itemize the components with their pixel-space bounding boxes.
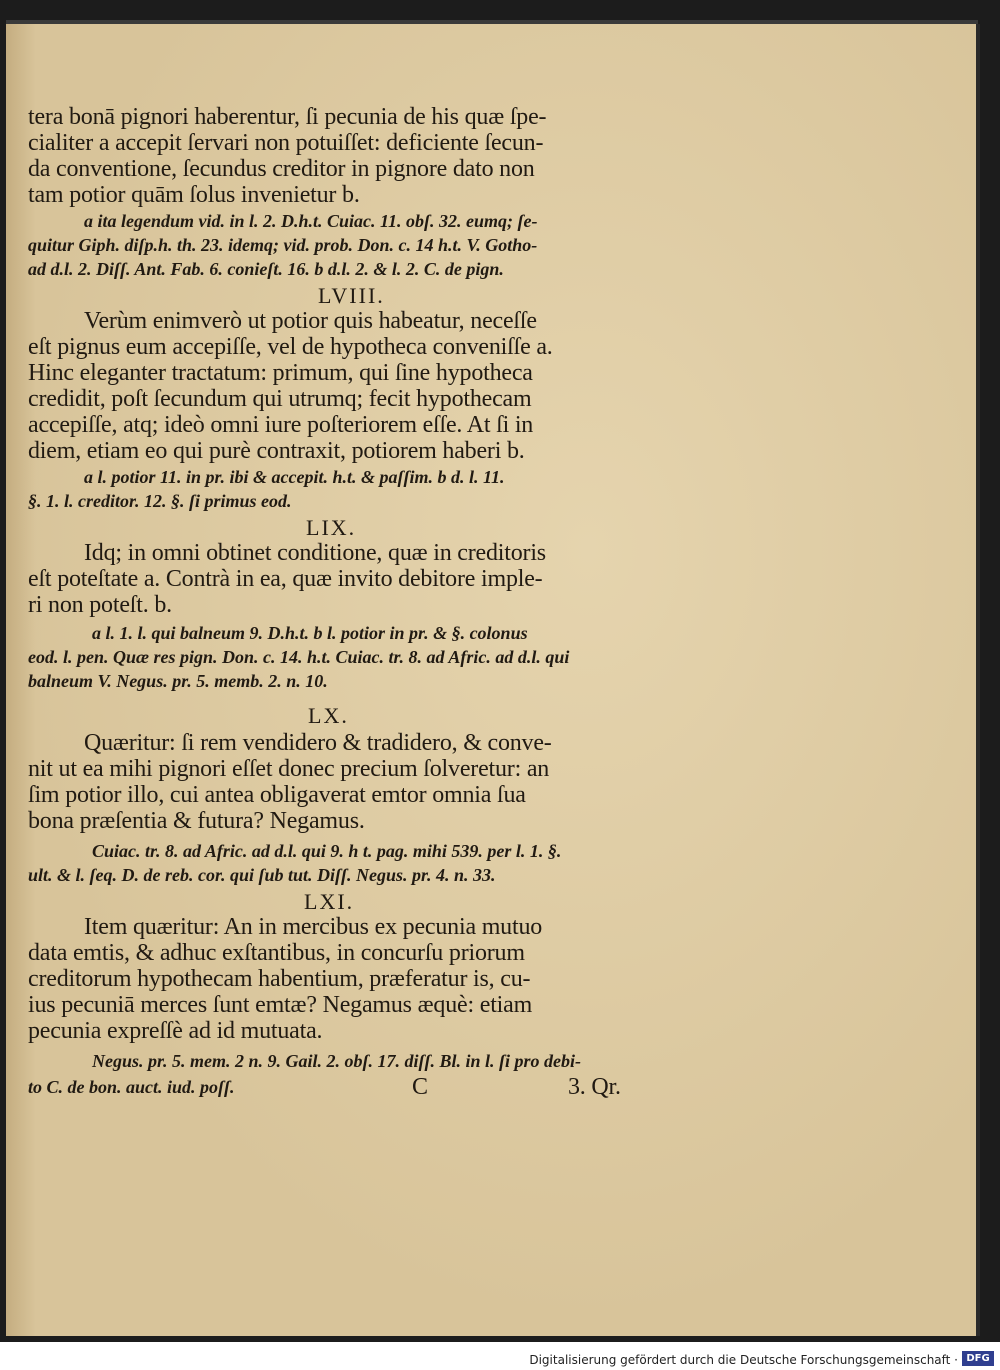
footnote-line: ult. & l. ſeq. D. de reb. cor. qui ſub tut. Diſſ. Negus. pr. 4. n. 33. xyxy=(28,865,496,885)
section-heading: LVIII. xyxy=(318,283,385,308)
signature-mark: C xyxy=(412,1074,428,1100)
footnote-line: a l. potior 11. in pr. ibi & accepit. h.t. & paſſim. b d. l. 11. xyxy=(84,467,505,487)
footnote-line: Negus. pr. 5. mem. 2 n. 9. Gail. 2. obſ. 17. diſſ. Bl. in l. ſi pro debi- xyxy=(92,1051,582,1071)
footnote-line: to C. de bon. auct. iud. poſſ. xyxy=(28,1077,235,1097)
text-line: Hinc eleganter tractatum: primum, qui ſine hypotheca xyxy=(28,360,533,386)
text-line: bona præſentia & futura? Negamus. xyxy=(28,808,365,834)
text-line: eſt pignus eum accepiſſe, vel de hypotheca conveniſſe a. xyxy=(28,334,553,360)
footnote-line: balneum V. Negus. pr. 5. memb. 2. n. 10. xyxy=(28,671,328,691)
text-line: Item quæritur: An in mercibus ex pecunia mutuo xyxy=(84,914,543,940)
text-line: diem, etiam eo qui purè contraxit, potiorem haberi b. xyxy=(28,438,525,464)
text-line: accepiſſe, atq; ideò omni iure poſteriorem eſſe. At ſi in xyxy=(28,412,534,438)
text-line: Verùm enimverò ut potior quis habeatur, neceſſe xyxy=(84,308,537,334)
section-heading: LIX. xyxy=(306,515,357,540)
footnote-line: a l. 1. l. qui balneum 9. D.h.t. b l. potior in pr. & §. colonus xyxy=(92,623,528,643)
text-line: ſim potior illo, cui antea obligaverat emtor omnia ſua xyxy=(28,782,526,808)
book-page xyxy=(6,24,980,1336)
footnote-line: Cuiac. tr. 8. ad Afric. ad d.l. qui 9. h t. pag. mihi 539. per l. 1. §. xyxy=(92,841,562,861)
text-line: cialiter a accepit ſervari non potuiſſet: deficiente ſecun- xyxy=(28,130,544,156)
text-line: tam potior quām ſolus invenietur b. xyxy=(28,182,360,208)
funding-credit: Digitalisierung gefördert durch die Deutsche Forschungsgemeinschaft · xyxy=(529,1353,958,1367)
text-line: tera bonā pignori haberentur, ſi pecunia de his quæ ſpe- xyxy=(28,104,547,130)
text-line: data emtis, & adhuc exſtantibus, in concurſu priorum xyxy=(28,940,525,966)
section-heading: LX. xyxy=(308,703,349,728)
text-line: pecunia expreſſè ad id mutuata. xyxy=(28,1018,323,1044)
text-line: eſt poteſtate a. Contrà in ea, quæ invito debitore imple- xyxy=(28,566,543,592)
catchword: 3. Qr. xyxy=(568,1074,621,1100)
text-line: credidit, poſt ſecundum qui utrumq; fecit hypothecam xyxy=(28,386,532,412)
text-line: Idq; in omni obtinet conditione, quæ in creditoris xyxy=(84,540,546,566)
footer-bar xyxy=(0,1342,1000,1370)
footnote-line: a ita legendum vid. in l. 2. D.h.t. Cuiac. 11. obſ. 32. eumq; ſe- xyxy=(84,211,538,231)
text-line: ri non poteſt. b. xyxy=(28,592,172,618)
footnote-line: §. 1. l. creditor. 12. §. ſi primus eod. xyxy=(28,491,292,511)
section-heading: LXI. xyxy=(304,889,355,914)
text-line: creditorum hypothecam habentium, præferatur is, cu- xyxy=(28,966,531,992)
text-line: nit ut ea mihi pignori eſſet donec precium ſolveretur: an xyxy=(28,756,550,782)
text-line: Quæritur: ſi rem vendidero & tradidero, & conve- xyxy=(84,730,552,756)
footnote-line: quitur Giph. diſp.h. th. 23. idemq; vid. prob. Don. c. 14 h.t. V. Gotho- xyxy=(28,235,538,255)
text-line: da conventione, ſecundus creditor in pignore dato non xyxy=(28,156,535,182)
footnote-line: ad d.l. 2. Diſſ. Ant. Fab. 6. conieſt. 16. b d.l. 2. & l. 2. C. de pign. xyxy=(28,259,504,279)
text-line: ius pecuniā merces ſunt emtæ? Negamus æquè: etiam xyxy=(28,992,533,1018)
dfg-logo: DFG xyxy=(962,1351,994,1366)
footnote-line: eod. l. pen. Quæ res pign. Don. c. 14. h.t. Cuiac. tr. 8. ad Afric. ad d.l. qui xyxy=(28,647,570,667)
